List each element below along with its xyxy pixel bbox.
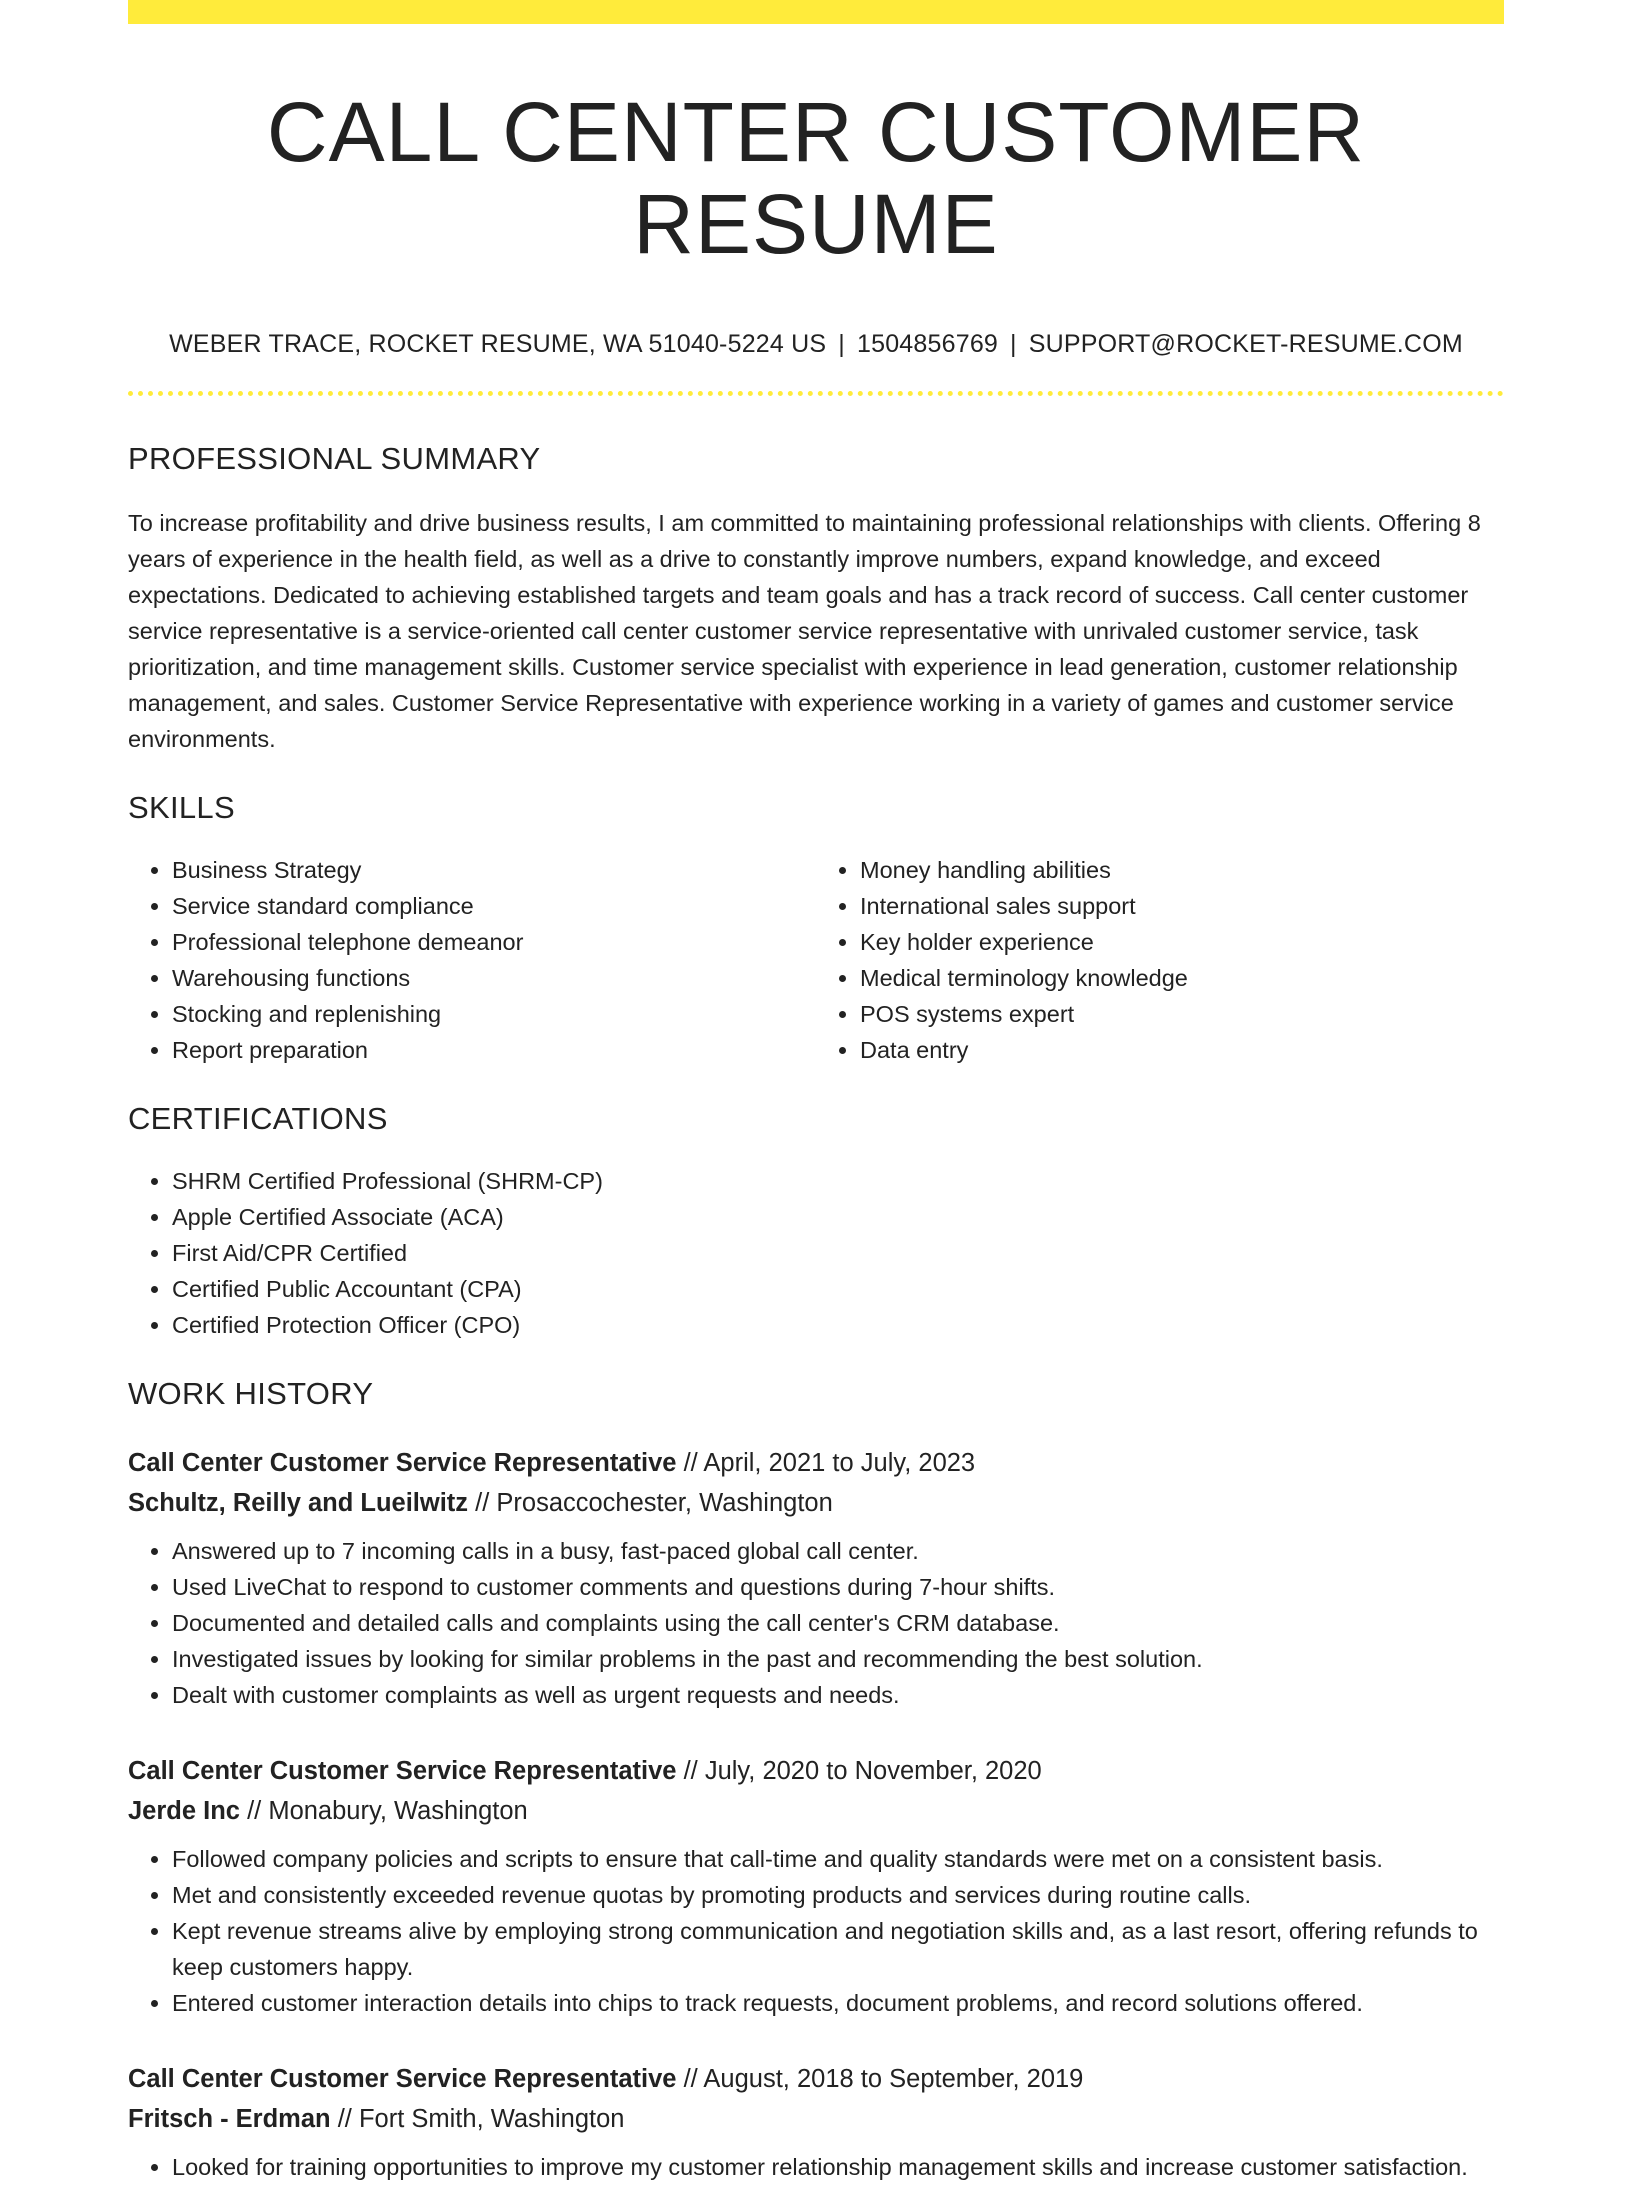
job-title-line: [128, 1751, 1504, 1791]
job-entry: [128, 1443, 1504, 1713]
list-item: • Met and consistently exceeded revenue quotas by promoting products and services during routine calls.: [172, 1877, 1504, 1913]
list-item: • Apple Certified Associate (ACA): [172, 1199, 1504, 1235]
resume-page: [128, 0, 1504, 2185]
job-company-line: [128, 1791, 1504, 1831]
list-item: • Documented and detailed calls and complaints using the call center's CRM database.: [172, 1605, 1504, 1641]
contact-separator: |: [838, 329, 845, 358]
list-item: • POS systems expert: [860, 996, 1504, 1032]
accent-top-bar: [128, 0, 1504, 24]
list-item: • Kept revenue streams alive by employing strong communication and negotiation skills and, as a last resort, offering refunds to keep customers happy.: [172, 1913, 1504, 1985]
list-item: • Certified Public Accountant (CPA): [172, 1271, 1504, 1307]
list-item: • Answered up to 7 incoming calls in a busy, fast-paced global call center.: [172, 1533, 1504, 1569]
list-item: • Warehousing functions: [172, 960, 816, 996]
skills-heading: SKILLS: [128, 789, 235, 825]
job-entry: [128, 2059, 1504, 2185]
list-item: • Business Strategy: [172, 852, 816, 888]
resume-title: CALL CENTER CUSTOMER RESUME: [266, 85, 1366, 272]
list-item: • Key holder experience: [860, 924, 1504, 960]
dotted-divider: [128, 391, 1504, 396]
job-company-line: [128, 2099, 1504, 2139]
list-item: • Medical terminology knowledge: [860, 960, 1504, 996]
list-item: • Certified Protection Officer (CPO): [172, 1307, 1504, 1343]
job-bullets: [128, 2149, 1504, 2185]
job-role: Call Center Customer Service Representative: [128, 2064, 677, 2093]
list-item: • International sales support: [860, 888, 1504, 924]
job-dates: // April, 2021 to July, 2023: [676, 1448, 976, 1477]
certifications-heading: CERTIFICATIONS: [128, 1101, 388, 1137]
job-location: // Prosaccochester, Washington: [468, 1488, 833, 1517]
job-bullets: [128, 1841, 1504, 2021]
list-item: • Entered customer interaction details into chips to track requests, document problems, and record solutions offered.: [172, 1985, 1504, 2021]
job-title-line: [128, 1443, 1504, 1483]
job-company: Fritsch - Erdman: [128, 2104, 331, 2133]
contact-line: [128, 329, 1504, 359]
list-item: • Professional telephone demeanor: [172, 924, 816, 960]
job-role: Call Center Customer Service Representative: [128, 1448, 677, 1477]
job-location: // Fort Smith, Washington: [330, 2104, 625, 2133]
certifications-list: [128, 1163, 1504, 1343]
skills-columns: [128, 852, 1504, 1068]
job-bullets: [128, 1533, 1504, 1713]
list-item: • Dealt with customer complaints as well as urgent requests and needs.: [172, 1677, 1504, 1713]
list-item: • Followed company policies and scripts to ensure that call-time and quality standards were met on a consistent basis.: [172, 1841, 1504, 1877]
job-dates: // August, 2018 to September, 2019: [676, 2064, 1084, 2093]
job-company-line: [128, 1483, 1504, 1523]
list-item: • SHRM Certified Professional (SHRM-CP): [172, 1163, 1504, 1199]
work-history-heading: WORK HISTORY: [128, 1376, 374, 1412]
list-item: • Looked for training opportunities to improve my customer relationship management skills and increase customer satisfaction.: [172, 2149, 1504, 2185]
skills-list-right: [816, 852, 1504, 1068]
job-location: // Monabury, Washington: [239, 1796, 528, 1825]
job-entry: [128, 1751, 1504, 2021]
job-dates: // July, 2020 to November, 2020: [676, 1756, 1042, 1785]
list-item: • Investigated issues by looking for similar problems in the past and recommending the best solution.: [172, 1641, 1504, 1677]
contact-separator: |: [1010, 329, 1017, 358]
job-company: Schultz, Reilly and Lueilwitz: [128, 1488, 469, 1517]
summary-text: To increase profitability and drive business results, I am committed to maintaining professional relationships with clients. Offering 8 years of experience in the health field, as well as a drive to constantly improve numbers, expand knowledge, and exceed expectations. Dedicated to achieving established targets and team goals and has a track record of success. Call center customer service representative is a service-oriented call center customer service representative with unrivaled customer service, task prioritization, and time management skills. Customer service specialist with experience in lead generation, customer relationship management, and sales. Customer Service Representative with experience working in a variety of games and customer service environments.: [128, 509, 1481, 752]
list-item: • Data entry: [860, 1032, 1504, 1068]
list-item: • Service standard compliance: [172, 888, 816, 924]
contact-phone: 1504856769: [856, 329, 999, 358]
skills-list-left: [128, 852, 816, 1068]
job-role: Call Center Customer Service Representative: [128, 1756, 677, 1785]
contact-email: SUPPORT@ROCKET-RESUME.COM: [1028, 329, 1463, 358]
list-item: • Used LiveChat to respond to customer comments and questions during 7-hour shifts.: [172, 1569, 1504, 1605]
summary-heading: PROFESSIONAL SUMMARY: [128, 440, 541, 476]
contact-address: WEBER TRACE, ROCKET RESUME, WA 51040-5224 US: [169, 329, 827, 358]
job-company: Jerde Inc: [128, 1796, 240, 1825]
work-history-list: [128, 1443, 1504, 2185]
job-title-line: [128, 2059, 1504, 2099]
list-item: • Stocking and replenishing: [172, 996, 816, 1032]
list-item: • Money handling abilities: [860, 852, 1504, 888]
list-item: • Report preparation: [172, 1032, 816, 1068]
list-item: • First Aid/CPR Certified: [172, 1235, 1504, 1271]
